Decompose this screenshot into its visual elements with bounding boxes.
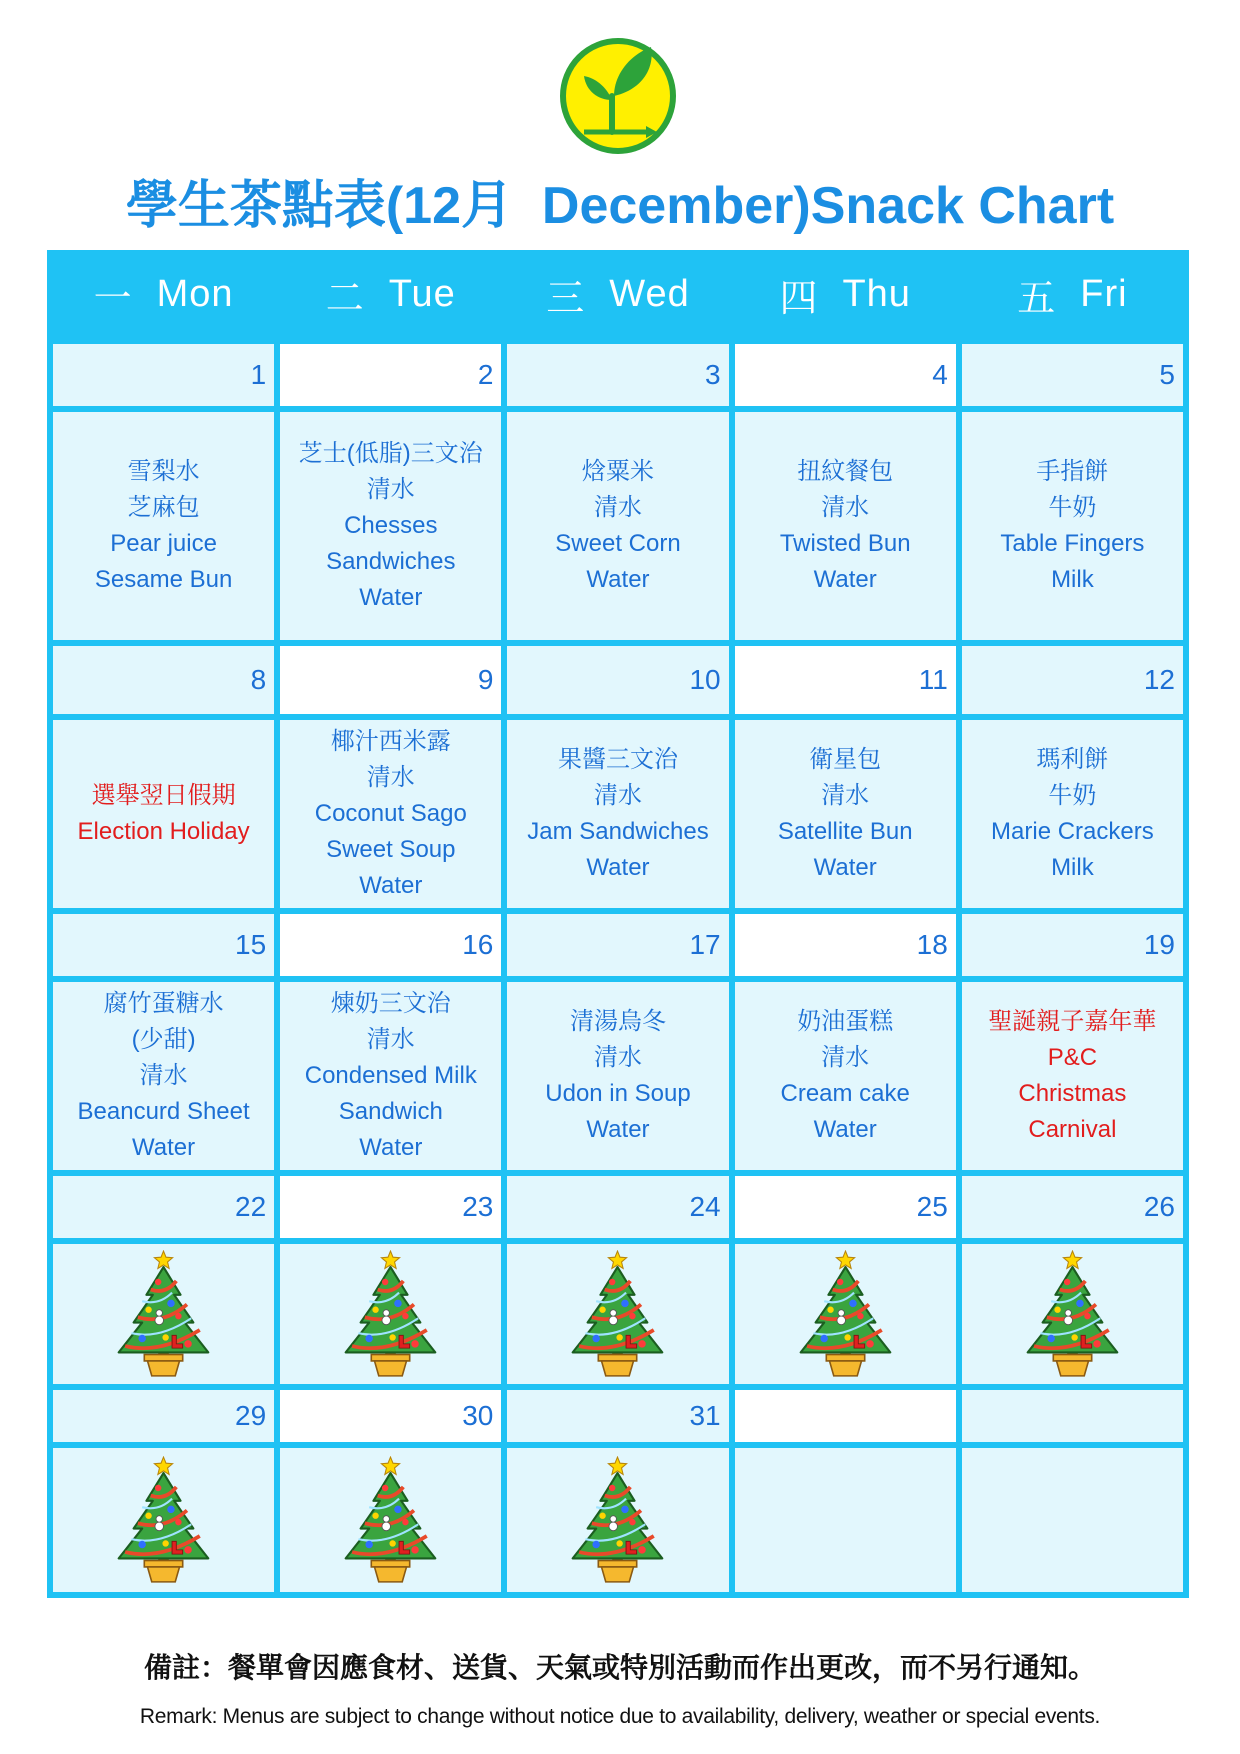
date-cell	[280, 1176, 501, 1238]
date-cell	[53, 646, 274, 714]
date-cell	[507, 646, 728, 714]
menu-line: Beancurd Sheet	[77, 1098, 250, 1125]
date-cell	[507, 914, 728, 976]
menu-line: 奶油蛋糕	[797, 1008, 894, 1035]
menu-line: 清水	[593, 782, 642, 809]
snack-calendar	[47, 250, 1189, 1598]
holiday-cell	[53, 720, 274, 908]
menu-line: 清水	[366, 764, 415, 791]
holiday-text: Election Holiday	[77, 818, 250, 845]
weekday-zh: 二	[325, 277, 365, 320]
date-number: 9	[477, 664, 494, 695]
christmas-tree-icon	[564, 1250, 671, 1378]
weekday-zh: 一	[93, 277, 133, 320]
menu-line: (少甜)	[131, 1026, 196, 1053]
date-number: 19	[1143, 929, 1175, 960]
menu-line: Water	[813, 854, 877, 881]
menu-line: 牛奶	[1048, 494, 1097, 521]
menu-line: Milk	[1051, 566, 1094, 593]
date-number: 2	[477, 359, 494, 390]
christmas-tree-icon	[337, 1250, 444, 1378]
date-number: 8	[250, 664, 267, 695]
christmas-tree-icon	[564, 1456, 671, 1584]
menu-cell	[962, 1244, 1183, 1384]
menu-line: Water	[359, 872, 423, 899]
menu-line: Chesses	[344, 512, 438, 539]
weekday-header-tue	[280, 250, 501, 338]
weekday-zh: 三	[546, 277, 586, 320]
date-number: 22	[235, 1191, 267, 1222]
menu-cell	[53, 1448, 274, 1592]
date-cell	[53, 914, 274, 976]
menu-line: 瑪利餅	[1036, 746, 1109, 773]
menu-line: Sweet Corn	[555, 530, 681, 557]
menu-line: Pear juice	[110, 530, 217, 557]
menu-cell	[507, 1448, 728, 1592]
menu-cell	[280, 982, 501, 1170]
weekday-en: Wed	[609, 272, 690, 315]
page-title: 學生茶點表(12月 December)Snack Chart	[125, 177, 1115, 235]
weekday-header-fri	[962, 250, 1183, 338]
date-cell	[280, 914, 501, 976]
date-number: 4	[932, 359, 948, 390]
menu-line: Coconut Sago	[314, 800, 467, 827]
menu-line: 衛星包	[809, 746, 882, 773]
menu-line: 清水	[593, 494, 642, 521]
weekday-zh: 五	[1017, 277, 1057, 320]
date-cell	[53, 1390, 274, 1442]
menu-line: 煉奶三文治	[330, 990, 451, 1017]
date-cell	[53, 1176, 274, 1238]
menu-cell	[735, 720, 956, 908]
date-cell	[280, 344, 501, 406]
weekday-header-wed	[507, 250, 728, 338]
menu-line: Satellite Bun	[777, 818, 913, 845]
menu-cell	[280, 412, 501, 640]
menu-line: 椰汁西米露	[330, 728, 451, 755]
menu-cell	[280, 1244, 501, 1384]
date-cell	[962, 914, 1183, 976]
date-number: 10	[689, 664, 721, 695]
date-number: 11	[918, 664, 948, 695]
menu-line: 清湯烏冬	[569, 1008, 666, 1035]
menu-line: 雪梨水	[127, 458, 200, 485]
menu-line: 果醬三文治	[557, 746, 678, 773]
date-cell	[962, 1176, 1183, 1238]
christmas-tree-icon	[110, 1456, 217, 1584]
date-number: 25	[916, 1191, 948, 1222]
menu-cell	[507, 1244, 728, 1384]
menu-cell	[280, 720, 501, 908]
weekday-header-mon	[53, 250, 274, 338]
date-cell	[507, 344, 728, 406]
date-cell	[53, 344, 274, 406]
empty-menu-cell	[735, 1448, 956, 1592]
menu-line: Twisted Bun	[779, 530, 911, 557]
weekday-en: Fri	[1080, 272, 1128, 315]
menu-cell	[507, 412, 728, 640]
menu-line: Sandwiches	[326, 548, 456, 575]
menu-line: Water	[359, 584, 423, 611]
menu-cell	[735, 982, 956, 1170]
menu-line: Jam Sandwiches	[527, 818, 709, 845]
menu-cell	[53, 982, 274, 1170]
menu-line: 芝麻包	[127, 494, 200, 521]
menu-cell	[507, 720, 728, 908]
empty-menu-cell	[962, 1448, 1183, 1592]
weekday-en: Tue	[388, 272, 456, 315]
menu-line: 清水	[821, 1044, 870, 1071]
menu-line: 清水	[821, 494, 870, 521]
date-number: 12	[1143, 664, 1175, 695]
date-number: 30	[462, 1400, 494, 1431]
remark-english: Remark: Menus are subject to change without notice due to availability, delivery, weather or special events.	[139, 1705, 1101, 1728]
date-number: 24	[689, 1191, 721, 1222]
menu-cell	[53, 412, 274, 640]
menu-line: Sesame Bun	[94, 566, 233, 593]
date-cell	[735, 1176, 956, 1238]
menu-line: 焓粟米	[581, 458, 654, 485]
menu-line: 牛奶	[1048, 782, 1097, 809]
menu-line: 清水	[593, 1044, 642, 1071]
empty-date-cell	[735, 1390, 956, 1442]
date-number: 5	[1159, 359, 1175, 390]
menu-cell	[53, 1244, 274, 1384]
menu-cell	[280, 1448, 501, 1592]
menu-line: Cream cake	[780, 1080, 910, 1107]
weekday-en: Thu	[842, 272, 911, 315]
menu-line: Water	[586, 566, 650, 593]
menu-cell	[962, 720, 1183, 908]
event-text: Christmas	[1018, 1080, 1127, 1107]
menu-line: 扭紋餐包	[797, 458, 894, 485]
weekday-zh: 四	[779, 277, 819, 320]
date-number: 31	[689, 1400, 721, 1431]
event-text: 聖誕親子嘉年華	[988, 1008, 1157, 1035]
menu-line: 清水	[821, 782, 870, 809]
menu-line: Sweet Soup	[326, 836, 456, 863]
christmas-tree-icon	[337, 1456, 444, 1584]
date-number: 26	[1143, 1191, 1175, 1222]
weekday-header-thu	[735, 250, 956, 338]
date-cell	[280, 1390, 501, 1442]
sprout-logo-icon	[558, 36, 678, 156]
remark-chinese: 備註：餐單會因應食材、送貨、天氣或特別活動而作出更改，而不另行通知。	[143, 1652, 1096, 1683]
menu-cell	[507, 982, 728, 1170]
menu-line: 清水	[139, 1062, 188, 1089]
holiday-text: 選舉翌日假期	[91, 782, 236, 809]
menu-cell	[735, 1244, 956, 1384]
menu-line: 手指餅	[1036, 458, 1109, 485]
weekday-en: Mon	[156, 272, 234, 315]
menu-line: Water	[132, 1134, 196, 1161]
date-cell	[735, 344, 956, 406]
menu-line: Water	[813, 1116, 877, 1143]
christmas-tree-icon	[792, 1250, 899, 1378]
christmas-tree-icon	[1019, 1250, 1126, 1378]
event-cell	[962, 982, 1183, 1170]
menu-line: Milk	[1051, 854, 1094, 881]
date-cell	[962, 344, 1183, 406]
date-number: 17	[689, 929, 721, 960]
menu-cell	[962, 412, 1183, 640]
event-text: Carnival	[1028, 1116, 1117, 1143]
event-text: P&C	[1047, 1044, 1098, 1071]
empty-date-cell	[962, 1390, 1183, 1442]
date-number: 23	[462, 1191, 494, 1222]
date-number: 3	[705, 359, 721, 390]
date-number: 15	[235, 929, 267, 960]
date-number: 18	[916, 929, 948, 960]
date-cell	[507, 1390, 728, 1442]
date-number: 29	[235, 1400, 267, 1431]
menu-line: Marie Crackers	[991, 818, 1154, 845]
menu-line: Water	[586, 1116, 650, 1143]
date-number: 1	[250, 359, 267, 390]
date-cell	[735, 914, 956, 976]
christmas-tree-icon	[110, 1250, 217, 1378]
menu-line: 清水	[366, 476, 415, 503]
menu-line: Water	[813, 566, 877, 593]
menu-line: 腐竹蛋糖水	[103, 990, 224, 1017]
date-cell	[507, 1176, 728, 1238]
menu-line: Water	[586, 854, 650, 881]
date-cell	[962, 646, 1183, 714]
menu-line: Table Fingers	[1000, 530, 1145, 557]
date-cell	[735, 646, 956, 714]
menu-line: Sandwich	[338, 1098, 443, 1125]
menu-line: Condensed Milk	[304, 1062, 477, 1089]
menu-cell	[735, 412, 956, 640]
menu-line: Water	[359, 1134, 423, 1161]
menu-line: Udon in Soup	[545, 1080, 691, 1107]
date-cell	[280, 646, 501, 714]
menu-line: 清水	[366, 1026, 415, 1053]
menu-line: 芝士(低脂)三文治	[298, 440, 483, 467]
date-number: 16	[462, 929, 494, 960]
